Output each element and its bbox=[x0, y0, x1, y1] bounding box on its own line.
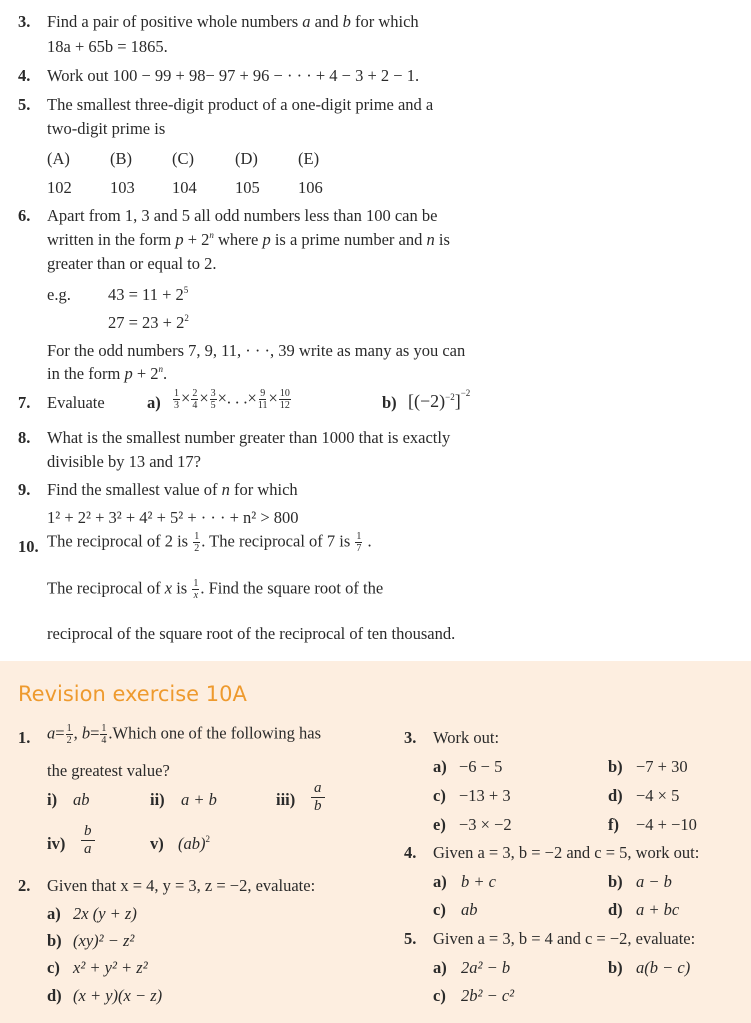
option-label: (B) bbox=[110, 149, 132, 168]
question-number: 3. bbox=[18, 12, 31, 31]
question-text: written in the form $p + 2^n$ where p is a prime number and n is bbox=[47, 230, 450, 249]
part-label: c) bbox=[433, 786, 446, 805]
fraction: $\frac{1}{2}$ bbox=[66, 723, 72, 746]
part-label: c) bbox=[47, 958, 60, 977]
question-number: 6. bbox=[18, 206, 31, 225]
question-number: 4. bbox=[404, 843, 417, 862]
part-expr: a(b − c) bbox=[636, 958, 691, 977]
part-label: e) bbox=[433, 815, 446, 834]
part-expr: (xy)² − z² bbox=[73, 931, 135, 950]
part-label: d) bbox=[608, 786, 623, 805]
part-label: a) bbox=[433, 757, 447, 776]
question-text: Find the smallest value of n for which bbox=[47, 480, 298, 499]
part-expr: a − b bbox=[636, 872, 672, 891]
fraction: $\frac{1}{3}$ bbox=[174, 388, 179, 411]
part-label: a) bbox=[433, 872, 447, 891]
option-expr: ab bbox=[73, 790, 90, 809]
question-number: 10. bbox=[18, 537, 39, 556]
question-text: Given that x = 4, y = 3, z = −2, evaluate: bbox=[47, 876, 316, 895]
question-number: 1. bbox=[18, 728, 31, 747]
fraction: $\frac{10}{12}$ bbox=[279, 388, 290, 411]
question-number: 9. bbox=[18, 480, 31, 499]
eg-label: e.g. bbox=[47, 285, 71, 304]
fraction: $\frac{1}{7}$ bbox=[356, 531, 362, 554]
question-text: The reciprocal of 2 is $\frac{1}{2}$ . The reciprocal of 7 is $\frac{1}{7}$ . bbox=[47, 531, 372, 554]
question-number: 2. bbox=[18, 876, 31, 895]
fraction: $\frac{3}{5}$ bbox=[210, 388, 216, 411]
fraction: $\frac{1}{2}$ bbox=[194, 531, 200, 554]
power-expression: $[(-2)^{-2}]^{-2}$ bbox=[408, 388, 471, 411]
option-value: 104 bbox=[172, 178, 197, 197]
option-expr: a + b bbox=[181, 790, 217, 809]
option-label: (D) bbox=[235, 149, 258, 168]
part-expr: 2x (y + z) bbox=[73, 904, 137, 923]
inequality: 1² + 2² + 3² + 4² + 5² + · · · + n² > 800 bbox=[47, 508, 299, 527]
part-label: b) bbox=[382, 393, 397, 412]
revision-title: Revision exercise 10A bbox=[18, 682, 247, 706]
part-expr: 2b² − c² bbox=[461, 986, 515, 1005]
fraction: $\frac{2}{4}$ bbox=[192, 388, 198, 411]
question-text: Given a = 3, b = −2 and c = 5, work out: bbox=[433, 843, 700, 862]
option-label: i) bbox=[47, 790, 58, 809]
part-label: a) bbox=[433, 958, 447, 977]
fraction: $\frac{1}{4}$ bbox=[101, 723, 107, 746]
option-label: (C) bbox=[172, 149, 194, 168]
option-label: (A) bbox=[47, 149, 70, 168]
part-label: a) bbox=[147, 393, 161, 412]
question-text: Apart from 1, 3 and 5 all odd numbers less than 100 can be bbox=[47, 206, 438, 225]
part-label: b) bbox=[608, 872, 623, 891]
question-number: 8. bbox=[18, 428, 31, 447]
option-label: ii) bbox=[150, 790, 165, 809]
part-label: d) bbox=[608, 900, 623, 919]
part-expr: b + c bbox=[461, 872, 496, 891]
option-label: (E) bbox=[298, 149, 320, 168]
question-text: Given a = 3, b = 4 and c = −2, evaluate: bbox=[433, 929, 696, 948]
part-label: b) bbox=[608, 757, 623, 776]
part-expr: a + bc bbox=[636, 900, 680, 919]
question-number: 4. bbox=[18, 66, 31, 85]
part-expr: −13 + 3 bbox=[459, 786, 511, 805]
option-value: 102 bbox=[47, 178, 72, 197]
question-text: the greatest value? bbox=[47, 761, 170, 780]
part-expr: ab bbox=[461, 900, 478, 919]
option-fraction: $\frac{a}{b}$ bbox=[310, 780, 326, 815]
question-text: The smallest three-digit product of a one-digit prime and a bbox=[47, 95, 434, 114]
question-text: Work out: bbox=[433, 728, 500, 747]
part-label: b) bbox=[47, 931, 62, 950]
equation: 18a + 65b = 1865. bbox=[47, 37, 168, 56]
question-number: 7. bbox=[18, 393, 31, 412]
question-text: in the form $p + 2^n$. bbox=[47, 364, 168, 383]
part-label: c) bbox=[433, 986, 446, 1005]
part-label: a) bbox=[47, 904, 61, 923]
option-expr: (ab)$^2$ bbox=[178, 834, 210, 853]
question-text: Find a pair of positive whole numbers a and b for which bbox=[47, 12, 419, 31]
question-text: greater than or equal to 2. bbox=[47, 254, 217, 273]
question-number: 5. bbox=[18, 95, 31, 114]
option-label: iv) bbox=[47, 834, 66, 853]
part-expr: −4 × 5 bbox=[636, 786, 680, 805]
part-label: d) bbox=[47, 986, 62, 1005]
example-1: $43 = 11 + 2^5$ bbox=[108, 285, 189, 304]
question-label: Evaluate bbox=[47, 393, 105, 412]
option-label: v) bbox=[150, 834, 164, 853]
question-text: For the odd numbers 7, 9, 11, · · ·, 39 write as many as you can bbox=[47, 341, 466, 360]
question-text: a= $\frac{1}{2}$ , b= $\frac{1}{4}$ .Which one of the following has bbox=[47, 723, 321, 746]
question-text: divisible by 13 and 17? bbox=[47, 452, 201, 471]
part-label: c) bbox=[433, 900, 446, 919]
question-text: What is the smallest number greater than 1000 that is exactly bbox=[47, 428, 451, 447]
question-number: 3. bbox=[404, 728, 417, 747]
question-text: two-digit prime is bbox=[47, 119, 166, 138]
option-fraction: $\frac{b}{a}$ bbox=[80, 823, 96, 858]
example-2: $27 = 23 + 2^2$ bbox=[108, 313, 189, 332]
part-expr: −4 + −10 bbox=[636, 815, 697, 834]
question-text: The reciprocal of x is $\frac{1}{x}$ . Find the square root of the bbox=[47, 578, 384, 601]
option-value: 105 bbox=[235, 178, 260, 197]
part-expr: −3 × −2 bbox=[459, 815, 512, 834]
option-label: iii) bbox=[276, 790, 296, 809]
part-label: b) bbox=[608, 958, 623, 977]
part-expr: 2a² − b bbox=[461, 958, 511, 977]
fraction: $\frac{1}{x}$ bbox=[193, 578, 199, 601]
part-expr: −7 + 30 bbox=[636, 757, 688, 776]
part-expr: −6 − 5 bbox=[459, 757, 503, 776]
question-number: 5. bbox=[404, 929, 417, 948]
question-text: Work out 100 − 99 + 98− 97 + 96 − · · · + 4 − 3 + 2 − 1. bbox=[47, 66, 420, 85]
part-expr: (x + y)(x − z) bbox=[73, 986, 163, 1005]
option-value: 106 bbox=[298, 178, 323, 197]
fraction-product: $\frac{1}{3}$ × $\frac{2}{4}$ × $\frac{3}{5}$ ×. . .× $\frac{9}{11}$ × $\frac{10}{12}$ bbox=[174, 388, 290, 411]
option-value: 103 bbox=[110, 178, 135, 197]
part-expr: x² + y² + z² bbox=[73, 958, 148, 977]
fraction: $\frac{9}{11}$ bbox=[257, 388, 268, 411]
part-label: f) bbox=[608, 815, 619, 834]
question-text: reciprocal of the square root of the reciprocal of ten thousand. bbox=[47, 624, 456, 643]
